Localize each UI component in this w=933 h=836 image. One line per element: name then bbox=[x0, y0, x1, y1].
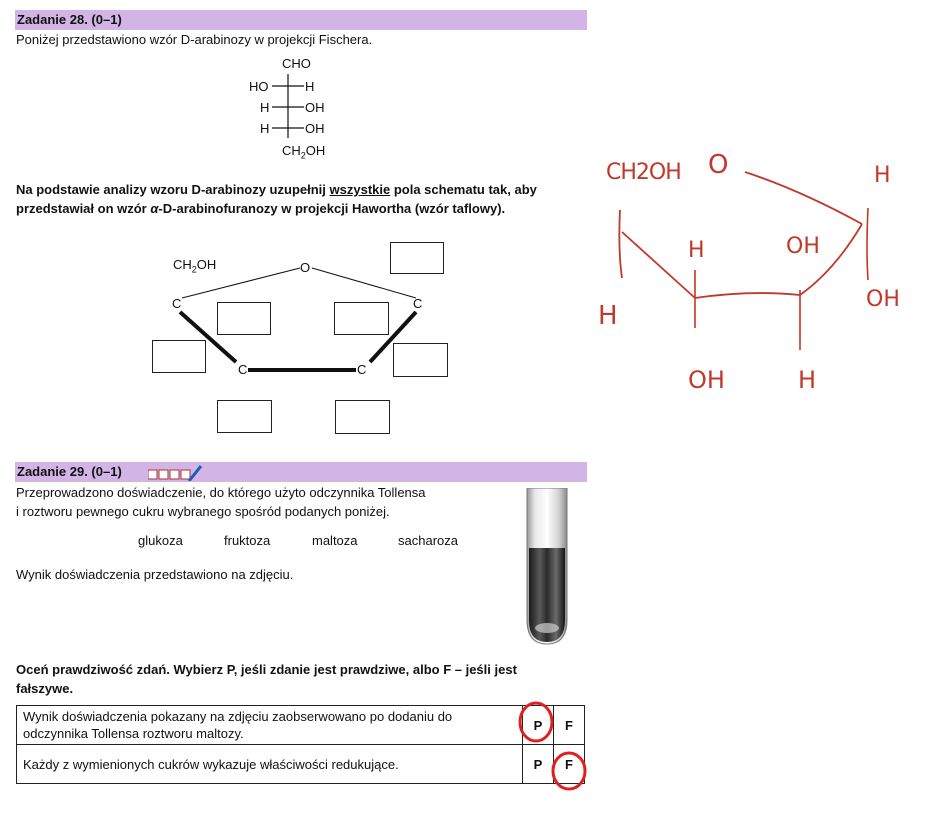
instr-2a: przedstawiał on wzór bbox=[16, 201, 151, 216]
circle-p-row1 bbox=[520, 703, 552, 741]
statement-2 bbox=[17, 745, 523, 784]
oh-text: OH bbox=[196, 257, 217, 272]
ch-text: CH bbox=[282, 143, 301, 158]
task29-instruction-line2: fałszywe. bbox=[16, 681, 74, 696]
instr-b: -arabinozy uzupełnij bbox=[200, 182, 330, 197]
task29-instruction-line1: Oceń prawdziwość zdań. Wybierz P, jeśli zdanie jest prawdziwe, albo F – jeśli jest bbox=[16, 662, 517, 677]
option-f-1[interactable]: F bbox=[554, 706, 585, 745]
statement-1-line2: odczynnika Tollensa roztworu maltozy. bbox=[23, 726, 244, 741]
circle-f-row2 bbox=[553, 753, 585, 789]
ch-text: CH bbox=[173, 257, 192, 272]
task29-header bbox=[15, 462, 587, 482]
fischer-row3-right: OH bbox=[305, 121, 325, 136]
sugar-sacharoza: sacharoza bbox=[398, 533, 458, 548]
instr-2c: -arabinofuranozy w projekcji Hawortha (wzór taflowy). bbox=[172, 201, 506, 216]
hw-inner-h: H bbox=[688, 238, 705, 263]
sugar-fruktoza: fruktoza bbox=[224, 533, 271, 548]
hw-left-h: H bbox=[598, 301, 618, 331]
hw-right-oh: OH bbox=[866, 287, 900, 312]
instr-c: pola schematu tak, aby bbox=[390, 182, 537, 197]
answer-box-c3-top[interactable] bbox=[217, 302, 271, 335]
table-row bbox=[17, 745, 585, 784]
fischer-top: CHO bbox=[282, 56, 311, 71]
statement-1-line1: Wynik doświadczenia pokazany na zdjęciu zaobserwowano po dodaniu do bbox=[23, 709, 453, 724]
alpha-symbol: α bbox=[150, 201, 159, 216]
intro-d: D bbox=[180, 32, 191, 47]
statement-1 bbox=[17, 706, 523, 745]
fischer-row2-right: OH bbox=[305, 100, 325, 115]
haworth-c2: C bbox=[357, 362, 367, 377]
answer-box-c3-bottom[interactable] bbox=[217, 400, 272, 433]
fischer-row1-left: HO bbox=[249, 79, 269, 94]
answer-box-c1-top[interactable] bbox=[390, 242, 444, 274]
table-row bbox=[17, 706, 585, 745]
instr-a: Na podstawie analizy wzoru bbox=[16, 182, 192, 197]
subscript: 2 bbox=[300, 150, 306, 161]
statement-2-line1: Każdy z wymienionych cukrów wykazuje właściwości redukujące. bbox=[23, 756, 399, 772]
hw-inner-oh: OH bbox=[786, 234, 820, 259]
haworth-c4: C bbox=[172, 296, 182, 311]
haworth-c3: C bbox=[238, 362, 248, 377]
task29-title: Zadanie 29. (0–1) bbox=[17, 464, 122, 479]
true-false-table bbox=[16, 705, 585, 784]
instr-underlined: wszystkie bbox=[329, 182, 391, 197]
option-f-2[interactable]: F bbox=[554, 745, 585, 784]
option-p-2[interactable]: P bbox=[523, 745, 554, 784]
fischer-row2-left: H bbox=[260, 100, 270, 115]
sugar-maltoza: maltoza bbox=[312, 533, 358, 548]
option-p-1[interactable]: P bbox=[523, 706, 554, 745]
hw-bottom-oh: OH bbox=[688, 366, 725, 394]
task28-title: Zadanie 28. (0–1) bbox=[17, 12, 122, 27]
fischer-bottom bbox=[282, 141, 325, 166]
haworth-ch2oh bbox=[173, 255, 216, 280]
intro-text-end: -arabinozy w projekcji Fischera. bbox=[190, 32, 373, 47]
haworth-c1: C bbox=[413, 296, 423, 311]
hw-ch2oh: CH2OH bbox=[606, 160, 681, 185]
hw-bottom-h: H bbox=[798, 366, 817, 394]
answer-box-c4-bottom[interactable] bbox=[152, 340, 206, 373]
test-tube-photo bbox=[523, 488, 571, 646]
task29-intro-line2: i roztworu pewnego cukru wybranego spośród podanych poniżej. bbox=[16, 504, 390, 519]
instr-2b: - bbox=[158, 201, 163, 216]
task28-header bbox=[15, 10, 587, 30]
haworth-ring-oxygen: O bbox=[300, 260, 311, 275]
hw-top-right-h: H bbox=[874, 163, 891, 188]
answer-box-c1-bottom[interactable] bbox=[393, 343, 448, 377]
instr-d1: D bbox=[191, 182, 201, 197]
handwritten-ring-strokes bbox=[600, 150, 920, 400]
task29-result-text: Wynik doświadczenia przedstawiono na zdjęciu. bbox=[16, 567, 294, 582]
hw-ring-o: O bbox=[708, 150, 729, 180]
pencil-icon bbox=[148, 465, 202, 481]
fischer-row1-right: H bbox=[305, 79, 315, 94]
task29-intro-line1: Przeprowadzono doświadczenie, do którego użyto odczynnika Tollensa bbox=[16, 485, 426, 500]
intro-text: Poniżej przedstawiono wzór bbox=[16, 32, 181, 47]
fischer-cross-lines bbox=[268, 72, 308, 142]
fischer-row3-left: H bbox=[260, 121, 270, 136]
task28-instruction-line2 bbox=[16, 199, 505, 218]
answer-box-c2-bottom[interactable] bbox=[335, 400, 390, 434]
task28-intro bbox=[16, 30, 372, 49]
answer-box-c2-top[interactable] bbox=[334, 302, 389, 335]
subscript: 2 bbox=[191, 264, 197, 275]
instr-d2: D bbox=[162, 201, 173, 216]
sugar-glukoza: glukoza bbox=[138, 533, 183, 548]
oh-text: OH bbox=[305, 143, 326, 158]
task28-instruction-line1 bbox=[16, 180, 537, 199]
answer-circles bbox=[514, 698, 594, 794]
